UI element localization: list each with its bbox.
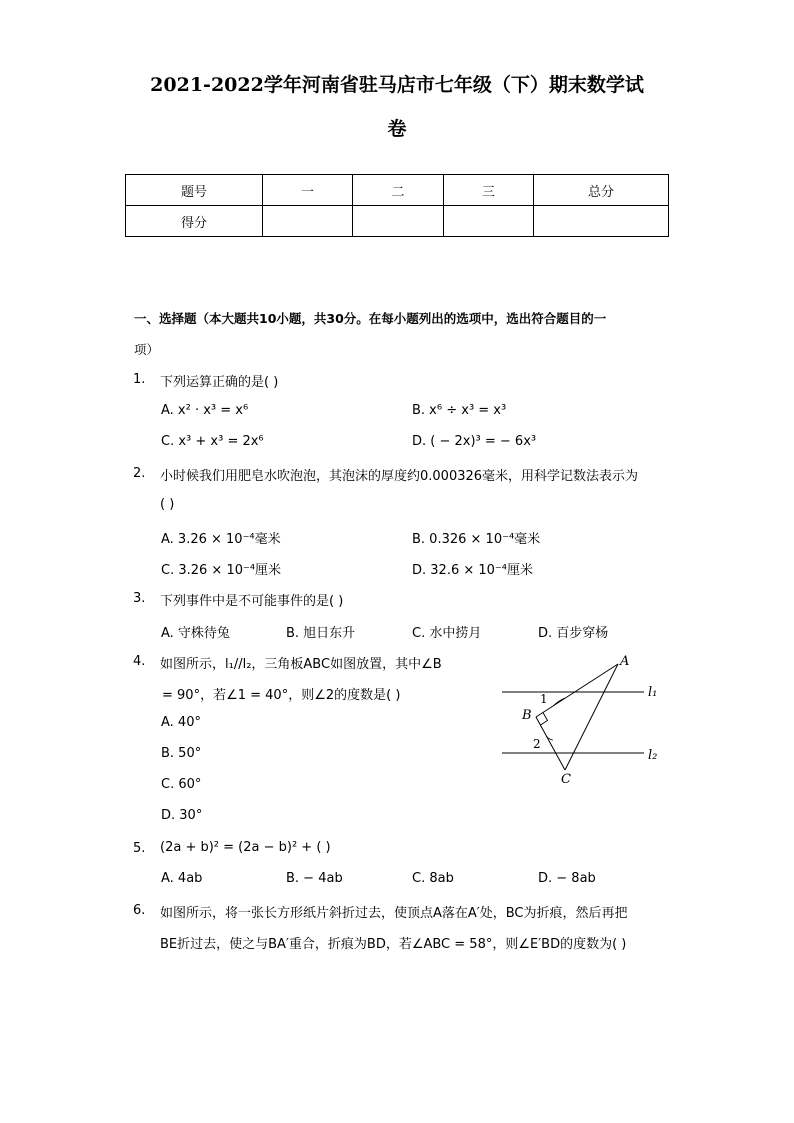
side-AC [565,664,618,770]
label-angle-1: 1 [540,692,548,706]
label-B: B [522,708,532,723]
title-line-1: 2021-2022学年河南省驻马店市七年级（下）期末数学试 [150,74,644,96]
score-cell [444,206,534,237]
option: A. 3.26 × 10⁻⁴毫米 [161,532,281,547]
option: C. 8ab [412,871,454,886]
option: B. 0.326 × 10⁻⁴毫米 [412,532,541,547]
section-heading-cont: 项） [134,342,160,357]
label-l1: l₁ [648,685,658,700]
option: D. 百步穿杨 [538,626,609,641]
score-cell [263,206,353,237]
question-stem: (2a + b)² = (2a − b)² + ( ) [160,840,331,855]
side-AB [536,664,618,717]
question-stem: 如图所示，将一张长方形纸片斜折过去，使顶点A落在A′处，BC为折痕，然后再把 [160,906,628,921]
option: C. x³ + x³ = 2x⁶ [161,434,264,449]
option: D. ( − 2x)³ = − 6x³ [412,434,537,449]
label-C: C [561,772,571,787]
right-angle-mark [541,713,548,726]
option: A. 40° [161,715,201,730]
question-stem: 下列事件中是不可能事件的是( ) [160,594,344,609]
score-cell [534,206,669,237]
score-table-header-row [126,175,669,206]
title-line-2: 卷 [387,118,407,140]
score-header-cell: 一 [263,175,353,206]
question-stem: 下列运算正确的是( ) [160,375,279,390]
option: D. 32.6 × 10⁻⁴厘米 [412,563,533,578]
score-table-score-row [126,206,669,237]
label-l2: l₂ [648,748,658,763]
option: C. 60° [161,777,202,792]
label-angle-2: 2 [533,737,541,751]
score-header-cell: 二 [353,175,444,206]
question-number: 4. [133,654,146,669]
question-number: 2. [133,466,146,481]
score-cell [353,206,444,237]
score-header-cell: 三 [444,175,534,206]
option: C. 3.26 × 10⁻⁴厘米 [161,563,282,578]
option: B. 旭日东升 [286,626,356,641]
question-number: 3. [133,591,146,606]
question-number: 1. [133,372,146,387]
option: B. 50° [161,746,202,761]
score-header-cell: 题号 [126,175,263,206]
question-stem-cont: ( ) [160,497,175,512]
question-stem: 如图所示，l₁//l₂，三角板ABC如图放置，其中∠B [160,657,442,672]
option: C. 水中捞月 [412,626,482,641]
option: A. 守株待兔 [161,626,230,641]
score-table [125,174,669,237]
option: D. − 8ab [538,871,596,886]
option: A. 4ab [161,871,203,886]
question-stem: 小时候我们用肥皂水吹泡泡，其泡沫的厚度约0.000326毫米，用科学记数法表示为 [160,469,639,484]
label-A: A [620,654,630,669]
option: B. x⁶ ÷ x³ = x³ [412,403,507,418]
section-heading: 一、选择题（本大题共10小题，共30分。在每小题列出的选项中，选出符合题目的一 [134,311,607,326]
question-stem-cont: BE折过去，使之与BA′重合，折痕为BD，若∠ABC = 58°，则∠E′BD的度数为( ) [160,937,627,952]
geometry-figure [498,650,668,790]
question-stem-cont: = 90°，若∠1 = 40°，则∠2的度数是( ) [162,688,401,703]
option: B. − 4ab [286,871,343,886]
question-number: 5. [133,841,146,856]
score-row-label: 得分 [126,206,263,237]
option: A. x² · x³ = x⁶ [161,403,249,418]
score-header-cell: 总分 [534,175,669,206]
question-number: 6. [133,903,146,918]
option: D. 30° [161,808,203,823]
